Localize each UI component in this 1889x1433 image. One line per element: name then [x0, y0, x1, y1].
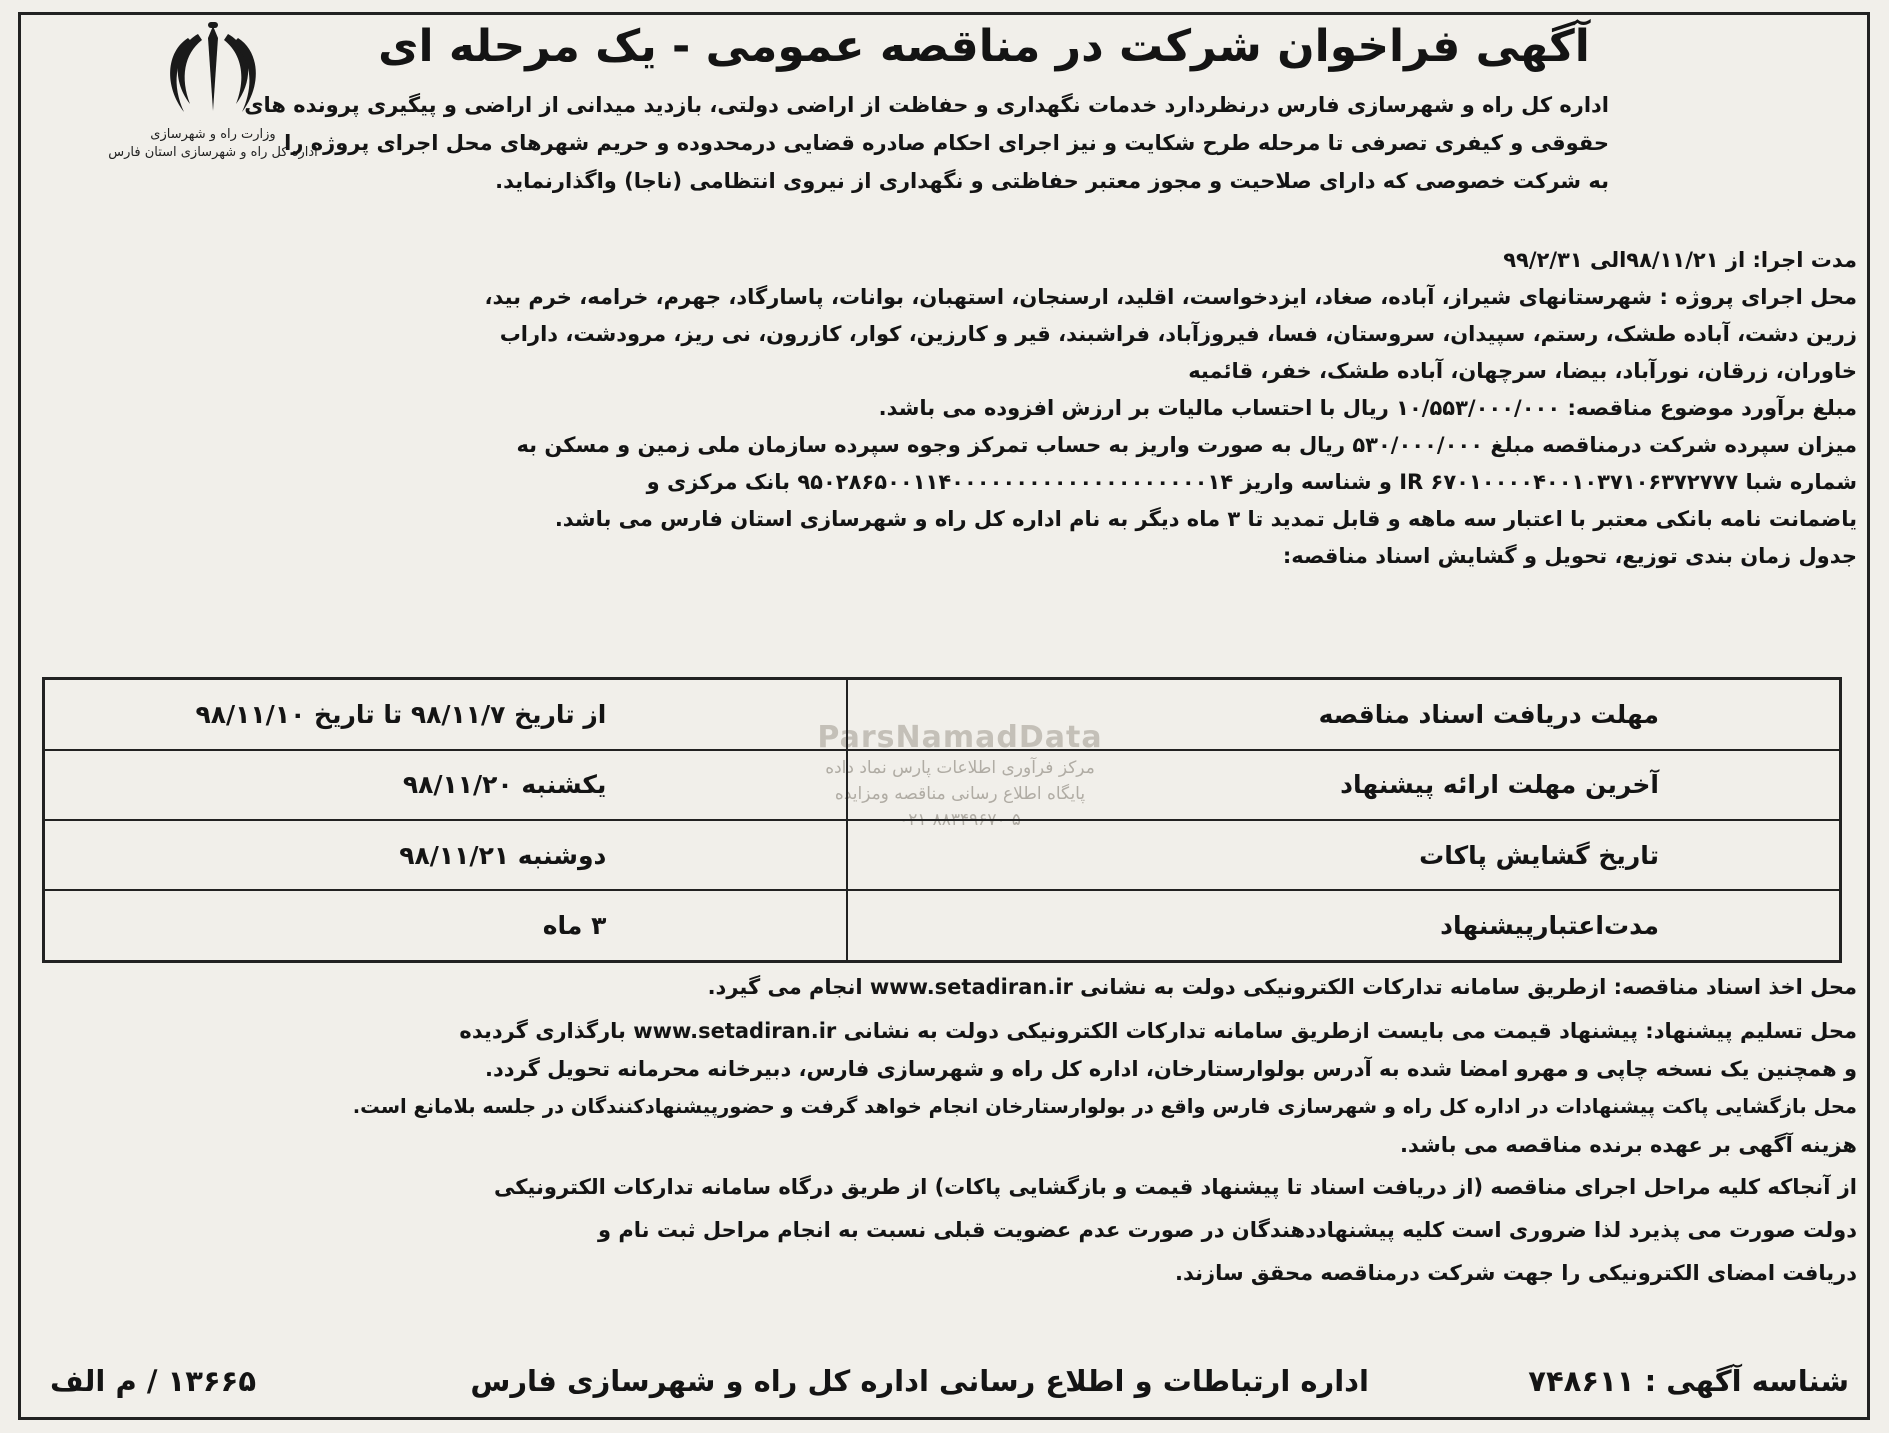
schedule-caption: جدول زمان بندی توزیع، تحویل و گشایش اسناد مناقصه: — [1282, 544, 1857, 568]
duration-line: مدت اجرا: از ۹۸/۱۱/۲۱الی ۹۹/۲/۳۱ — [1503, 248, 1857, 272]
watermark-brand: ParsNamadData — [817, 720, 1103, 755]
location-line: زرین دشت، آباده طشک، رستم، سپیدان، سروستان، فسا، فیروزآباد، فراشبند، قیر و کارزین، کوار، کازرون، نی ریز، مرودشت، داراب — [499, 322, 1857, 346]
table-row — [44, 890, 1841, 961]
location-line: محل اجرای پروژه : شهرستانهای شیراز، آباده، صغاد، ایزدخواست، اقلید، ارسنجان، استهبان، بوانات، پاسارگاد، جهرم، خرامه، خرم بید، — [484, 285, 1857, 309]
deposit-line: یاضمانت نامه بانکی معتبر با اعتبار سه ماهه و قابل تمدید تا ۳ ماه دیگر به نام اداره کل راه و شهرسازی استان فارس می باشد. — [554, 507, 1857, 531]
body-line: محل تسلیم پیشنهاد: پیشنهاد قیمت می بایست ازطریق سامانه تدارکات الکترونیکی دولت به نشانی www.setadiran.ir بارگذاری گردیده — [459, 1019, 1857, 1043]
table-row — [44, 820, 1841, 890]
issuing-office: اداره ارتباطات و اطلاع رسانی اداره کل راه و شهرسازی فارس — [470, 1364, 1369, 1398]
office-name: اداره کل راه و شهرسازی استان فارس — [108, 145, 318, 160]
estimate-line: مبلغ برآورد موضوع مناقصه: ۱۰/۵۵۳/۰۰۰/۰۰۰ ریال با احتساب مالیات بر ارزش افزوده می باشد. — [878, 396, 1857, 420]
table-row — [44, 679, 1841, 750]
ministry-name: وزارت راه و شهرسازی — [150, 127, 276, 142]
body-line: از آنجاکه کلیه مراحل اجرای مناقصه (از دریافت اسناد تا پیشنهاد قیمت و بازگشایی پاکات) از طریق درگاه سامانه تدارکات الکترونیکی — [493, 1175, 1857, 1199]
schedule-value: یکشنبه ۹۸/۱۱/۲۰ — [44, 750, 848, 820]
ad-id: شناسه آگهی : ۷۴۸۶۱۱ — [1528, 1364, 1849, 1398]
intro-line: حقوقی و کیفری تصرفی تا مرحله طرح شکایت و نیز اجرای احکام صادره قضایی درمحدوده و حریم شهرهای محل اجرای پروژه را — [284, 131, 1609, 155]
watermark-phone: ۰۲۱-۸۸۳۴۹۶۷۰-۵ — [899, 810, 1021, 830]
intro-line: به شرکت خصوصی که دارای صلاحیت و مجوز معتبر حفاظتی و نگهداری از نیروی انتظامی (ناجا) واگذارنماید. — [495, 169, 1609, 193]
table-row — [44, 750, 1841, 820]
deposit-line: میزان سپرده شرکت درمناقصه مبلغ ۵۳۰/۰۰۰/۰۰۰ ریال به صورت واریز به حساب تمرکز وجوه سپرده سازمان ملی زمین و مسکن به — [516, 433, 1857, 457]
ad-code: ۱۳۶۶۵ / م الف — [50, 1364, 257, 1398]
notice-title: آگهی فراخوان شرکت در مناقصه عمومی - یک مرحله ای — [378, 21, 1590, 72]
body-line: و همچنین یک نسخه چاپی و مهرو امضا شده به آدرس بولوارستارخان، اداره کل راه و شهرسازی فارس، دبیرخانه محرمانه تحویل گردد. — [485, 1057, 1857, 1081]
deposit-line: شماره شبا IR ۶۷۰۱۰۰۰۰۴۰۰۱۰۳۷۱۰۶۳۷۲۷۷۷ و شناسه واریز ۹۵۰۲۸۶۵۰۰۱۱۴۰۰۰۰۰۰۰۰۰۰۰۰۰۰۰۰۰۰۰۰۱۴ بانک مرکزی و — [646, 470, 1857, 494]
location-line: خاوران، زرقان، نورآباد، بیضا، سرچهان، آباده طشک، خفر، قائمیه — [1188, 359, 1857, 383]
schedule-label: مهلت دریافت اسناد مناقصه — [847, 679, 1840, 750]
body-line: محل اخذ اسناد مناقصه: ازطریق سامانه تدارکات الکترونیکی دولت به نشانی www.setadiran.ir انجام می گیرد. — [707, 975, 1857, 999]
schedule-table — [42, 677, 1842, 963]
body-line: هزینه آگهی بر عهده برنده مناقصه می باشد. — [1400, 1133, 1857, 1157]
body-line: دولت صورت می پذیرد لذا ضروری است کلیه پیشنهاددهندگان در صورت عدم عضویت قبلی نسبت به انجام مراحل ثبت نام و — [598, 1218, 1857, 1242]
watermark-line: مرکز فرآوری اطلاعات پارس نماد داده — [825, 758, 1095, 778]
schedule-label: مدت‌اعتبارپیشنهاد — [847, 890, 1840, 961]
body-line: محل بازگشایی پاکت پیشنهادات در اداره کل راه و شهرسازی فارس واقع در بولوارستارخان انجام خواهد گرفت و حضورپیشنهادکنندگان در جلسه بلامانع است. — [352, 1095, 1857, 1118]
body-line: دریافت امضای الکترونیکی را جهت شرکت درمناقصه محقق سازند. — [1174, 1261, 1857, 1285]
schedule-value: دوشنبه ۹۸/۱۱/۲۱ — [44, 820, 848, 890]
watermark-line: پایگاه اطلاع رسانی مناقصه ومزایده — [834, 784, 1086, 804]
schedule-value: از تاریخ ۹۸/۱۱/۷ تا تاریخ ۹۸/۱۱/۱۰ — [44, 679, 848, 750]
schedule-value: ۳ ماه — [44, 890, 848, 961]
schedule-label: تاریخ گشایش پاکات — [847, 820, 1840, 890]
schedule-label: آخرین مهلت ارائه پیشنهاد — [847, 750, 1840, 820]
intro-line: اداره کل راه و شهرسازی فارس درنظردارد خدمات نگهداری و حفاظت از اراضی دولتی، بازدید میدانی از اراضی و پیگیری پرونده های — [244, 93, 1609, 117]
